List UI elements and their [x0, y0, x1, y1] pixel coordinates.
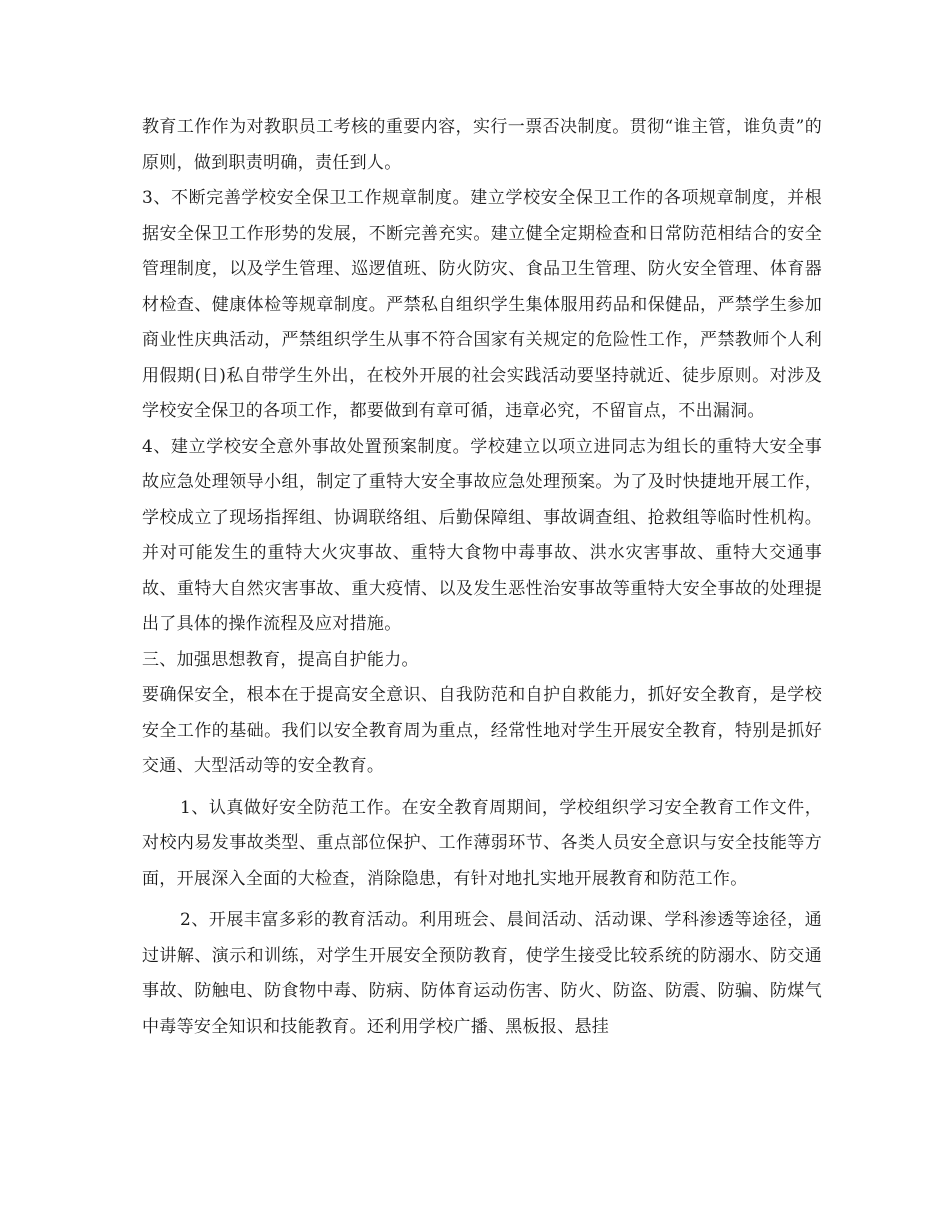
paragraph-item-3-regulations: 3、不断完善学校安全保卫工作规章制度。建立学校安全保卫工作的各项规章制度，并根据安全保卫工作形势的发展，不断完善充实。建立健全定期检查和日常防范相结合的安全管理制度，以及学生管理、巡逻值班、防火防灾、食品卫生管理、防火安全管理、体育器材检查、健康体检等规章制度。严禁私自组织学生集体服用药品和保健品，严禁学生参加商业性庆典活动，严禁组织学生从事不符合国家有关规定的危险性工作，严禁教师个人利用假期(日)私自带学生外出，在校外开展的社会实践活动要坚持就近、徒步原则。对涉及学校安全保卫的各项工作，都要做到有章可循，违章必究，不留盲点，不出漏洞。: [142, 188, 822, 421]
paragraph-responsibility: 教育工作作为对教职员工考核的重要内容，实行一票否决制度。贯彻“谁主管，谁负责”的原则，做到职责明确，责任到人。: [142, 117, 822, 173]
paragraph-item-1-prevention: 1、认真做好安全防范工作。在安全教育周期间，学校组织学习安全教育工作文件，对校内易发事故类型、重点部位保护、工作薄弱环节、各类人员安全意识与安全技能等方面，开展深入全面的大检查，消除隐患，有针对地扎实地开展教育和防范工作。: [142, 797, 822, 889]
document-body: [142, 110, 822, 1045]
section-heading-3: 三、加强思想教育，提高自护能力。: [142, 649, 419, 670]
paragraph-item-2-activities: 2、开展丰富多彩的教育活动。利用班会、晨间活动、活动课、学科渗透等途径，通过讲解、演示和训练，对学生开展安全预防教育，使学生接受比较系统的防溺水、防交通事故、防触电、防食物中毒、防病、防体育运动伤害、防火、防盗、防震、防骗、防煤气中毒等安全知识和技能教育。还利用学校广播、黑板报、悬挂: [142, 910, 822, 1037]
paragraph-item-4-emergency-plan: 4、建立学校安全意外事故处置预案制度。学校建立以项立进同志为组长的重特大安全事故应急处理领导小组，制定了重特大安全事故应急处理预案。为了及时快捷地开展工作，学校成立了现场指挥组、协调联络组、后勤保障组、事故调查组、抢救组等临时性机构。并对可能发生的重特大火灾事故、重特大食物中毒事故、洪水灾害事故、重特大交通事故、重特大自然灾害事故、重大疫情、以及发生恶性治安事故等重特大安全事故的处理提出了具体的操作流程及应对措施。: [142, 436, 822, 634]
paragraph-safety-intro: 要确保安全，根本在于提高安全意识、自我防范和自护自救能力，抓好安全教育，是学校安全工作的基础。我们以安全教育周为重点，经常性地对学生开展安全教育，特别是抓好交通、大型活动等的安全教育。: [142, 685, 822, 776]
